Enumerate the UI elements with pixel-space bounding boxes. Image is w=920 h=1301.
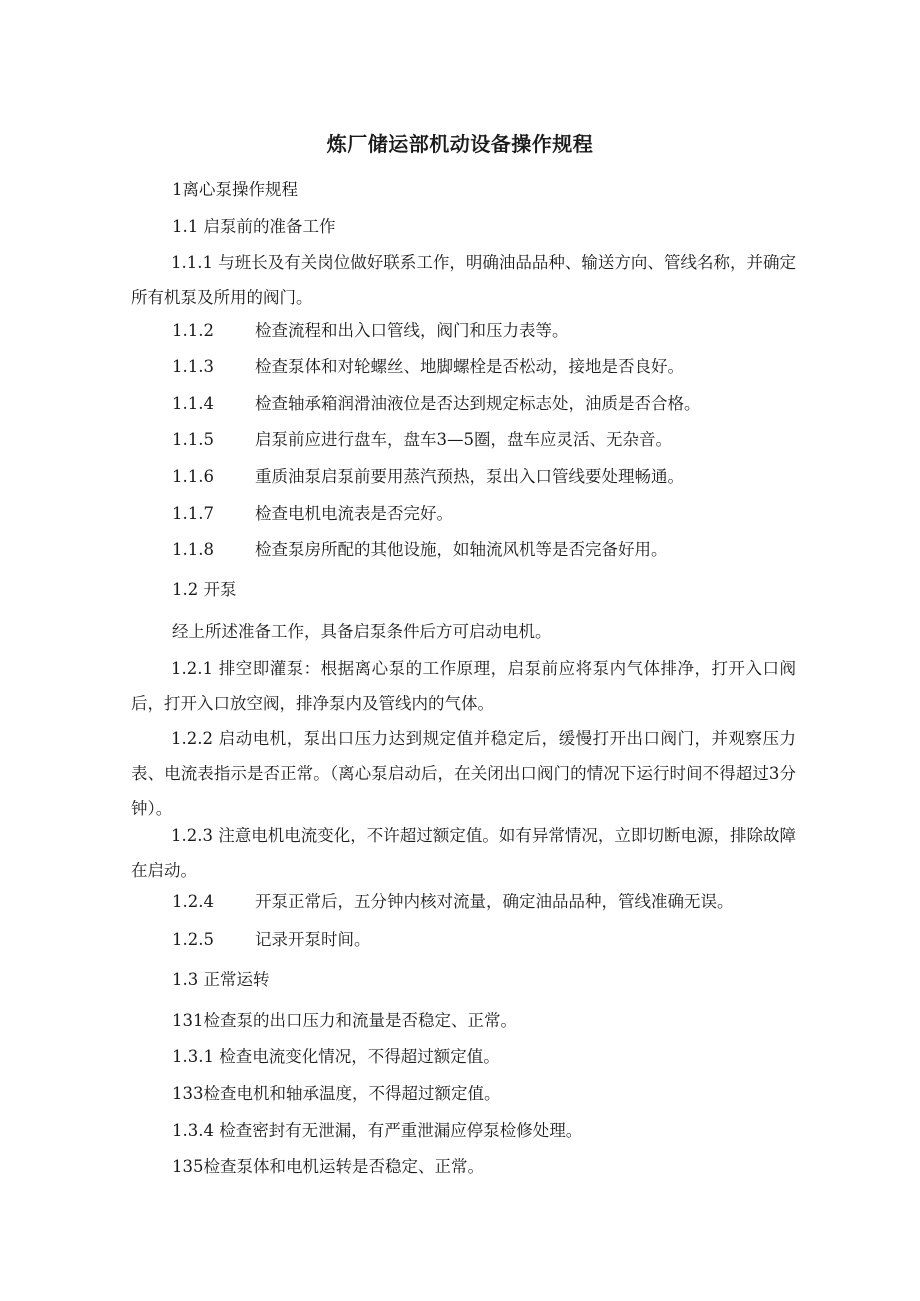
item-number: 1.2.4 — [172, 892, 214, 911]
item-text: 开泵正常后，五分钟内核对流量，确定油品品种，管线准确无误。 — [255, 892, 734, 911]
item-text: 检查流程和出入口管线，阀门和压力表等。 — [255, 321, 569, 340]
section-heading-1: 1离心泵操作规程 — [172, 180, 298, 199]
list-item — [172, 430, 672, 450]
list-item: 1.3.4 检查密封有无泄漏，有严重泄漏应停泵检修处理。 — [172, 1121, 583, 1140]
section-heading-1-3: 1.3 正常运转 — [172, 970, 270, 989]
item-text: 重质油泵启泵前要用蒸汽预热，泵出入口管线要处理畅通。 — [255, 467, 684, 486]
list-item — [172, 930, 371, 950]
list-item — [172, 504, 453, 524]
item-number: 1.1.3 — [172, 357, 214, 376]
list-item: 135检查泵体和电机运转是否稳定、正常。 — [172, 1157, 484, 1176]
list-item: 1.3.1 检查电流变化情况，不得超过额定值。 — [172, 1047, 500, 1066]
item-number: 1.1.7 — [172, 504, 214, 523]
paragraph-1-2-2: 1.2.2 启动电机，泵出口压力达到规定值并稳定后，缓慢打开出口阀门，并观察压力表、电流表指示是否正常。（离心泵启动后，在关闭出口阀门的情况下运行时间不得超过3分钟）。 — [131, 729, 796, 818]
list-item — [172, 892, 734, 912]
item-text: 记录开泵时间。 — [255, 930, 371, 949]
item-text: 启泵前应进行盘车，盘车3—5圈，盘车应灵活、无杂音。 — [255, 430, 672, 449]
paragraph-1-1-1: 1.1.1 与班长及有关岗位做好联系工作，明确油品品种、输送方向、管线名称，并确定所有机泵及所用的阀门。 — [131, 253, 796, 307]
paragraph-1-2-intro: 经上所述准备工作，具备启泵条件后方可启动电机。 — [172, 622, 552, 641]
item-number: 1.1.6 — [172, 467, 214, 486]
item-number: 1.1.2 — [172, 321, 214, 340]
list-item — [172, 394, 701, 414]
list-item — [172, 357, 684, 377]
document-title: 炼厂储运部机动设备操作规程 — [326, 132, 594, 156]
item-text: 检查轴承箱润滑油液位是否达到规定标志处，油质是否合格。 — [255, 394, 701, 413]
list-item — [172, 321, 569, 341]
item-number: 1.2.5 — [172, 930, 214, 949]
section-heading-1-2: 1.2 开泵 — [172, 580, 237, 599]
paragraph-1-2-1: 1.2.1 排空即灌泵：根据离心泵的工作原理，启泵前应将泵内气体排净，打开入口阀后，打开入口放空阀，排净泵内及管线内的气体。 — [131, 659, 796, 713]
item-number: 1.1.4 — [172, 394, 214, 413]
list-item — [172, 467, 684, 487]
item-text: 检查泵房所配的其他设施，如轴流风机等是否完备好用。 — [255, 540, 668, 559]
section-heading-1-1: 1.1 启泵前的准备工作 — [172, 217, 336, 236]
list-item — [172, 540, 668, 560]
list-item: 131检查泵的出口压力和流量是否稳定、正常。 — [172, 1011, 517, 1030]
item-number: 1.1.5 — [172, 430, 214, 449]
item-text: 检查泵体和对轮螺丝、地脚螺栓是否松动，接地是否良好。 — [255, 357, 684, 376]
paragraph-1-2-3: 1.2.3 注意电机电流变化，不许超过额定值。如有异常情况，立即切断电源，排除故障在启动。 — [131, 826, 796, 880]
list-item: 133检查电机和轴承温度，不得超过额定值。 — [172, 1084, 501, 1103]
item-text: 检查电机电流表是否完好。 — [255, 504, 453, 523]
item-number: 1.1.8 — [172, 540, 214, 559]
